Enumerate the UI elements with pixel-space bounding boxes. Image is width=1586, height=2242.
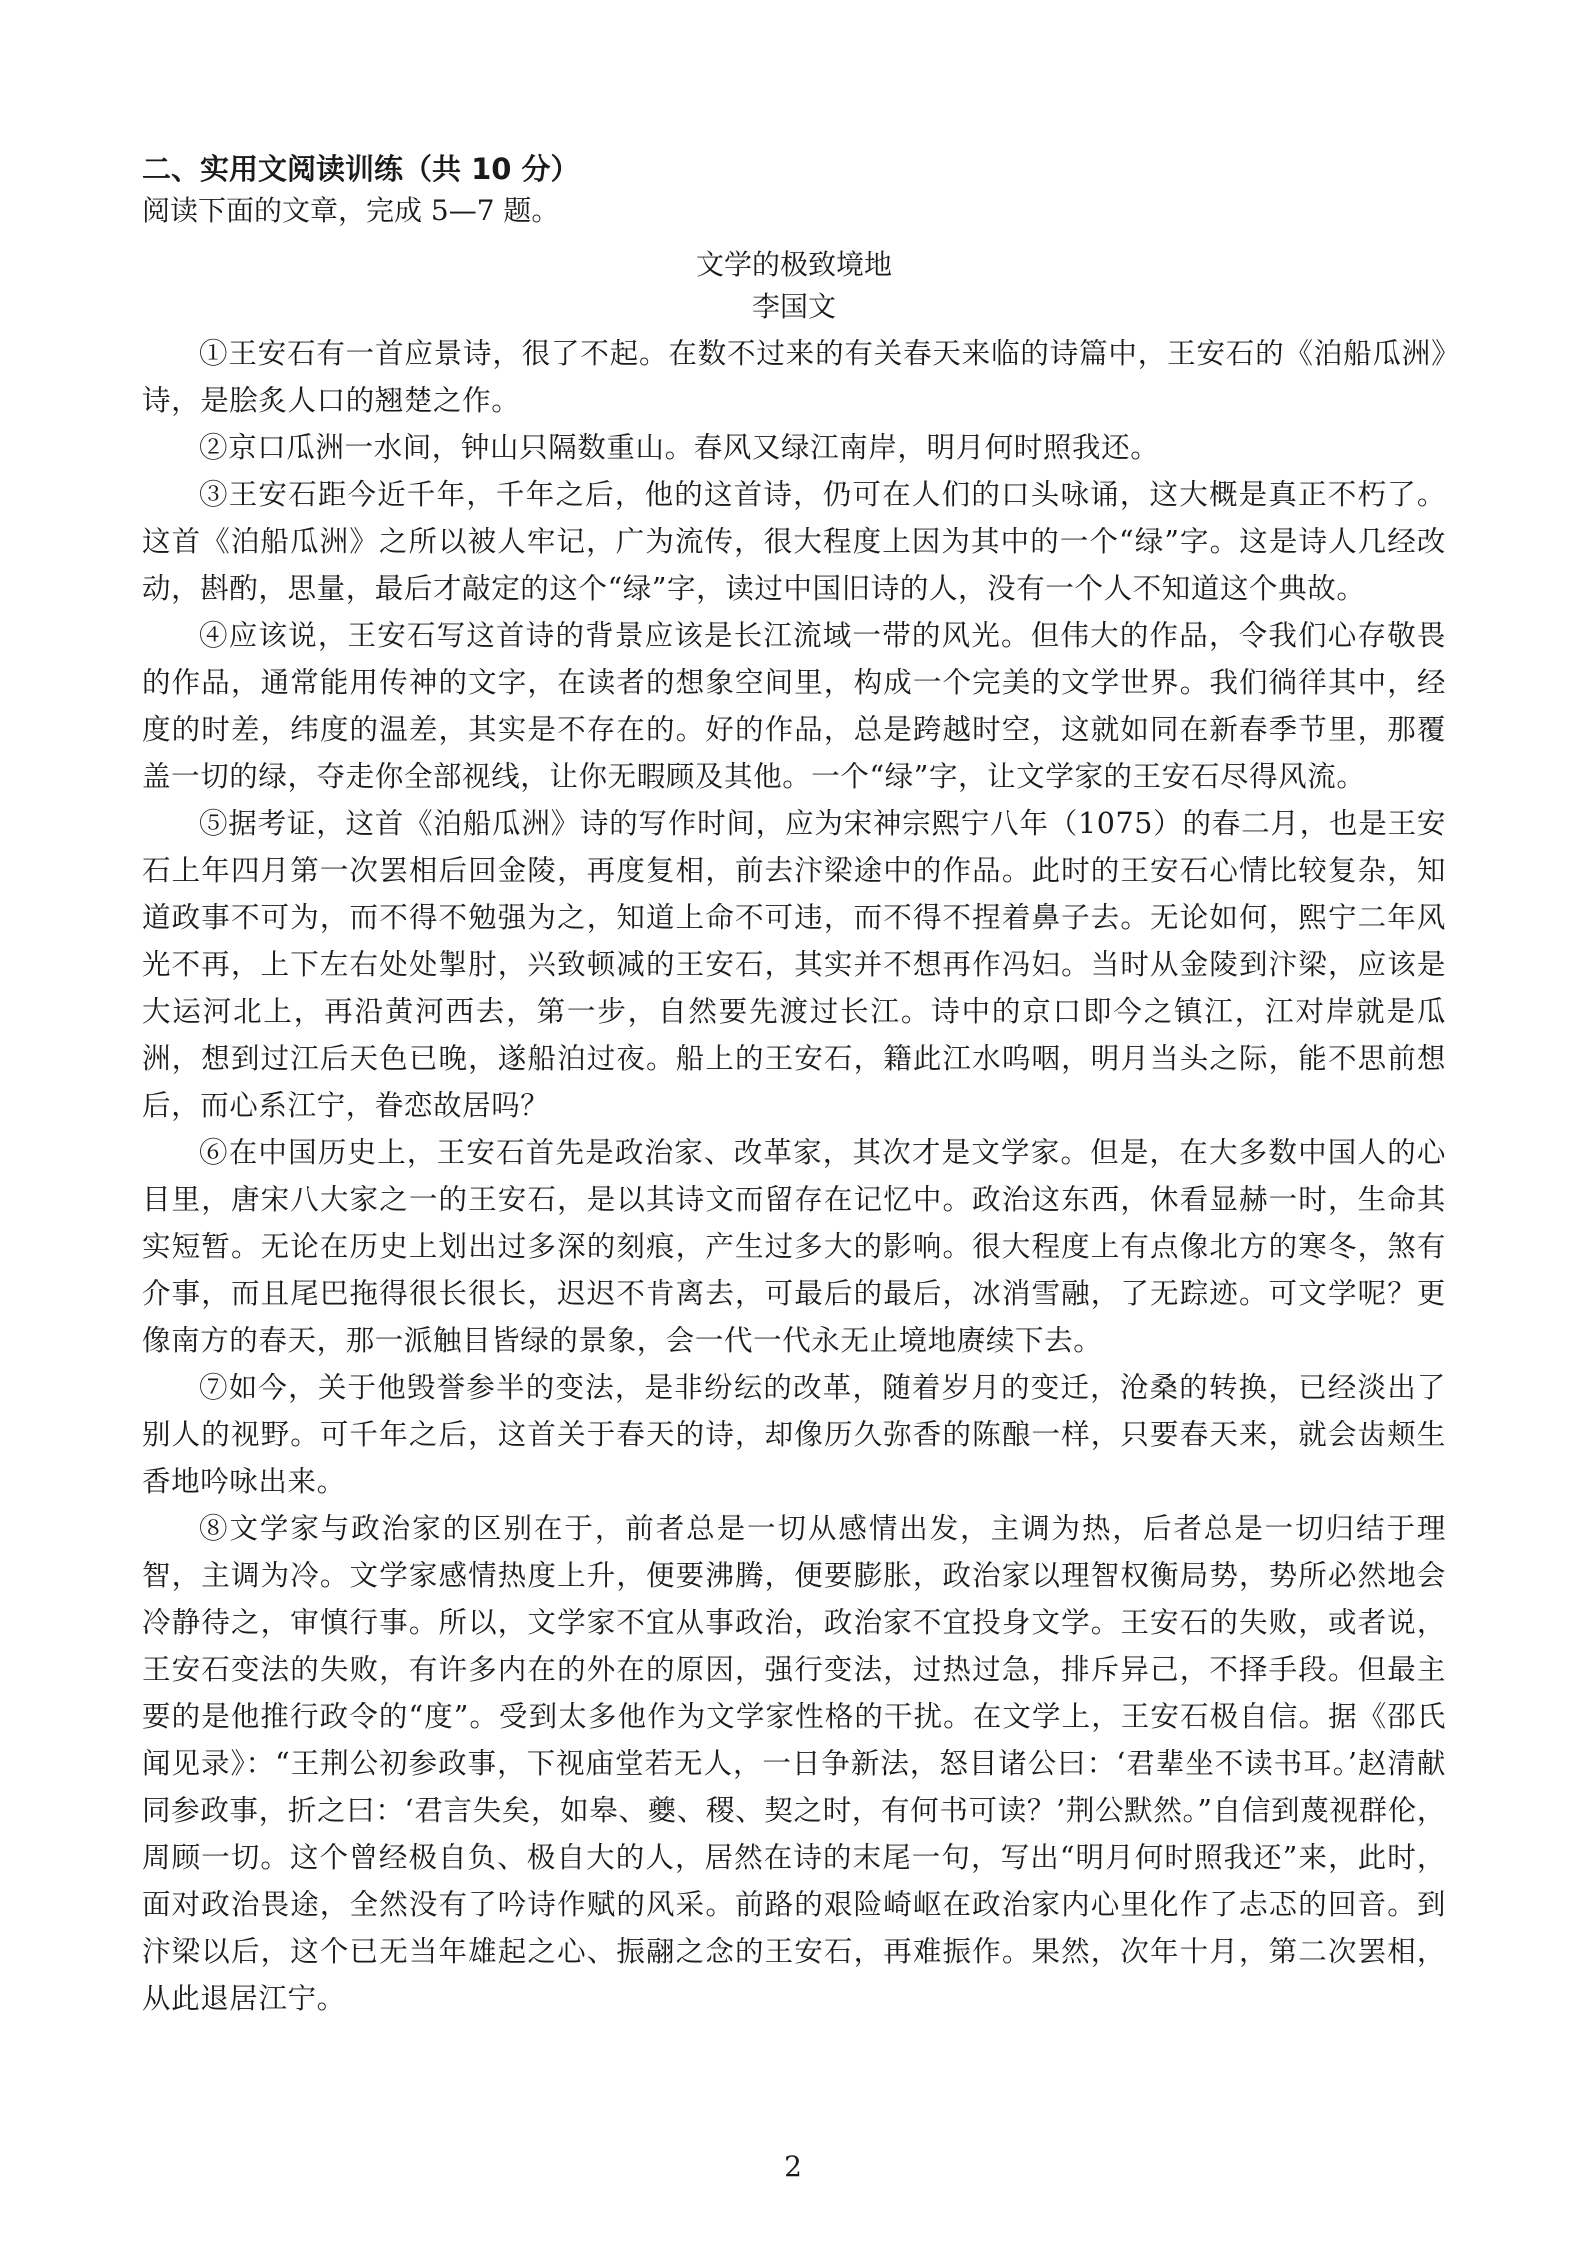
instruction-text: 阅读下面的文章，完成 5—7 题。 (142, 194, 560, 227)
paragraph-4: ④应该说，王安石写这首诗的背景应该是长江流域一带的风光。但伟大的作品，令我们心存敬畏的作品，通常能用传神的文字，在读者的想象空间里，构成一个完美的文学世界。我们徜徉其中，经度的时差，纬度的温差，其实是不存在的。好的作品，总是跨越时空，这就如同在新春季节里，那覆盖一切的绿，夺走你全部视线，让你无暇顾及其他。一个“绿”字，让文学家的王安石尽得风流。 (142, 619, 1446, 793)
page-number: 2 (784, 2150, 802, 2183)
paragraph-3: ③王安石距今近千年，千年之后，他的这首诗，仍可在人们的口头咏诵，这大概是真正不朽了。这首《泊船瓜洲》之所以被人牢记，广为流传，很大程度上因为其中的一个“绿”字。这是诗人几经改动，斟酌，思量，最后才敲定的这个“绿”字，读过中国旧诗的人，没有一个人不知道这个典故。 (142, 478, 1446, 605)
article-title: 文学的极致境地 (695, 248, 892, 281)
article-author: 李国文 (751, 290, 836, 323)
paragraph-6: ⑥在中国历史上，王安石首先是政治家、改革家，其次才是文学家。但是，在大多数中国人的心目里，唐宋八大家之一的王安石，是以其诗文而留存在记忆中。政治这东西，休看显赫一时，生命其实短暂。无论在历史上划出过多深的刻痕，产生过多大的影响。很大程度上有点像北方的寒冬，煞有介事，而且尾巴拖得很长很长，迟迟不肯离去，可最后的最后，冰消雪融，了无踪迹。可文学呢？更像南方的春天，那一派触目皆绿的景象，会一代一代永无止境地赓续下去。 (142, 1136, 1446, 1357)
article-body (142, 330, 1446, 2022)
paragraph-2: ②京口瓜洲一水间，钟山只隔数重山。春风又绿江南岸，明月何时照我还。 (199, 431, 1160, 464)
section-heading: 二、实用文阅读训练（共 10 分） (142, 152, 580, 186)
paragraph-8: ⑧文学家与政治家的区别在于，前者总是一切从感情出发，主调为热，后者总是一切归结于理智，主调为冷。文学家感情热度上升，便要沸腾，便要膨胀，政治家以理智权衡局势，势所必然地会冷静待之，审慎行事。所以，文学家不宜从事政治，政治家不宜投身文学。王安石的失败，或者说，王安石变法的失败，有许多内在的外在的原因，强行变法，过热过急，排斥异己，不择手段。但最主要的是他推行政令的“度”。受到太多他作为文学家性格的干扰。在文学上，王安石极自信。据《邵氏闻见录》：“王荆公初参政事，下视庙堂若无人，一日争新法，怒目诸公曰：‘君辈坐不读书耳。’赵清献同参政事，折之曰：‘君言失矣，如皋、夔、稷、契之时，有何书可读？’荆公默然。”自信到蔑视群伦，周顾一切。这个曾经极自负、极自大的人，居然在诗的末尾一句，写出“明月何时照我还”来，此时，面对政治畏途，全然没有了吟诗作赋的风采。前路的艰险崎岖在政治家内心里化作了忐忑的回音。到汴梁以后，这个已无当年雄起之心、振翮之念的王安石，再难振作。果然，次年十月，第二次罢相，从此退居江宁。 (142, 1512, 1446, 2015)
paragraph-5: ⑤据考证，这首《泊船瓜洲》诗的写作时间，应为宋神宗熙宁八年（1075）的春二月，也是王安石上年四月第一次罢相后回金陵，再度复相，前去汴梁途中的作品。此时的王安石心情比较复杂，知道政事不可为，而不得不勉强为之，知道上命不可违，而不得不捏着鼻子去。无论如何，熙宁二年风光不再，上下左右处处掣肘，兴致顿减的王安石，其实并不想再作冯妇。当时从金陵到汴梁，应该是大运河北上，再沿黄河西去，第一步，自然要先渡过长江。诗中的京口即今之镇江，江对岸就是瓜洲，想到过江后天色已晚，遂船泊过夜。船上的王安石，籍此江水呜咽，明月当头之际，能不思前想后，而心系江宁，眷恋故居吗？ (142, 807, 1446, 1122)
paragraph-1: ①王安石有一首应景诗，很了不起。在数不过来的有关春天来临的诗篇中，王安石的《泊船瓜洲》诗，是脍炙人口的翘楚之作。 (142, 337, 1446, 417)
paragraph-7: ⑦如今，关于他毁誉参半的变法，是非纷纭的改革，随着岁月的变迁，沧桑的转换，已经淡出了别人的视野。可千年之后，这首关于春天的诗，却像历久弥香的陈酿一样，只要春天来，就会齿颊生香地吟咏出来。 (142, 1371, 1446, 1498)
